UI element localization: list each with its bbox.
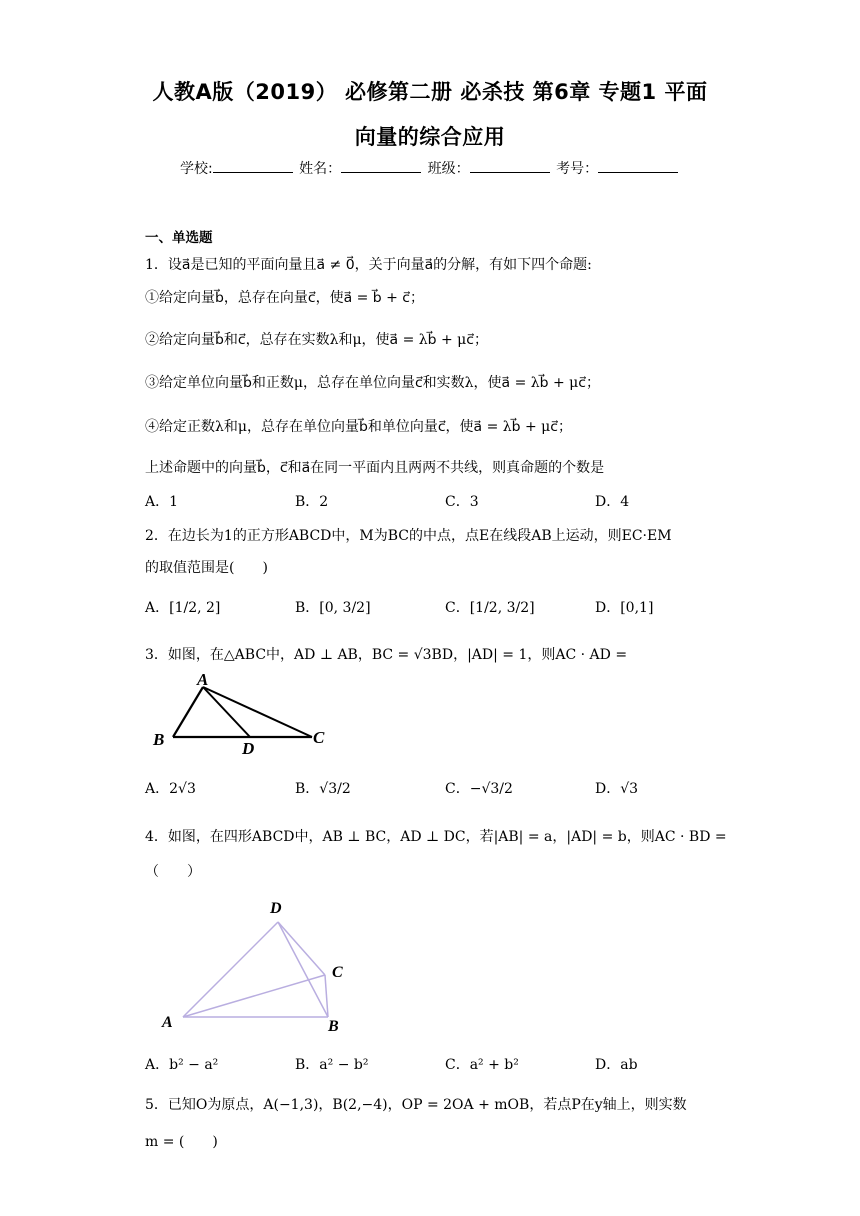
q1-option-d[interactable]: D．4 [595,494,630,510]
q1-proposition-1: ①给定向量b⃗，总存在向量c⃗，使a⃗ = b⃗ + c⃗； [145,290,425,306]
q3-stem: 3．如图，在△ABC中，AD ⊥ AB，BC = √3BD，|AD| = 1，则AC · AD = [145,647,628,663]
q1-option-b[interactable]: B．2 [295,494,329,510]
q4-stem: 4．如图，在四形ABCD中，AB ⊥ BC，AD ⊥ DC，若|AB| = a，|AD| = b，则AC · BD = [145,829,727,845]
q4-option-b[interactable]: B．a² − b² [295,1057,369,1073]
q4-quadrilateral-figure [150,895,360,1035]
q1-tail: 上述命题中的向量b⃗，c⃗和a⃗在同一平面内且两两不共线，则真命题的个数是 [145,460,605,476]
q4-stem-cont: （ ） [145,864,201,880]
exam-no-label: 考号： [556,161,599,177]
q3-label-d: D [242,739,255,754]
doc-title-line2: 向量的综合应用 [354,125,506,149]
section-heading: 一、单选题 [145,230,213,246]
q2-stem-cont: 的取值范围是( ) [145,560,268,576]
exam-no-blank[interactable] [598,160,678,173]
class-label: 班级： [427,161,470,177]
q5-stem-cont: m = ( ) [145,1134,218,1150]
q4-label-d: D [270,900,282,917]
q2-option-c[interactable]: C．[1/2, 3/2] [445,600,535,616]
q3-label-b: B [153,730,165,749]
q5-stem: 5．已知O为原点，A(−1,3)，B(2,−4)，OP = 2OA + mOB，若点P在y轴上，则实数 [145,1097,687,1113]
q4-option-d[interactable]: D．ab [595,1057,638,1073]
q2-stem: 2．在边长为1的正方形ABCD中，M为BC的中点，点E在线段AB上运动，则EC·EM [145,528,672,544]
name-blank[interactable] [341,160,421,173]
doc-title-line1: 人教A版（2019） 必修第二册 必杀技 第6章 专题1 平面 [152,80,708,104]
q3-triangle-figure [145,672,335,754]
q1-proposition-4: ④给定正数λ和μ，总存在单位向量b⃗和单位向量c⃗，使a⃗ = λb⃗ + μc⃗； [145,419,572,435]
student-info-row [180,158,680,178]
q3-option-b[interactable]: B．√3/2 [295,781,351,797]
school-blank[interactable] [213,160,293,173]
q3-option-a[interactable]: A．2√3 [145,781,196,797]
q3-label-c: C [313,728,325,747]
q2-option-d[interactable]: D．[0,1] [595,600,654,616]
class-blank[interactable] [470,160,550,173]
school-label: 学校: [180,161,213,177]
q1-option-c[interactable]: C．3 [445,494,479,510]
q1-stem: 1．设a⃗是已知的平面向量且a⃗ ≠ 0⃗，关于向量a⃗的分解，有如下四个命题: [145,257,592,273]
q4-label-a: A [162,1014,173,1031]
q4-option-a[interactable]: A．b² − a² [145,1057,219,1073]
q1-option-a[interactable]: A．1 [145,494,179,510]
q3-option-d[interactable]: D．√3 [595,781,639,797]
q4-label-c: C [332,964,343,981]
q4-option-c[interactable]: C．a² + b² [445,1057,519,1073]
q3-label-a: A [197,672,209,689]
q2-option-b[interactable]: B．[0, 3/2] [295,600,371,616]
q1-proposition-2: ②给定向量b⃗和c⃗，总存在实数λ和μ，使a⃗ = λb⃗ + μc⃗； [145,332,488,348]
q4-label-b: B [328,1018,339,1035]
q3-option-c[interactable]: C．−√3/2 [445,781,513,797]
q2-option-a[interactable]: A．[1/2, 2] [145,600,221,616]
name-label: 姓名： [299,161,342,177]
q1-proposition-3: ③给定单位向量b⃗和正数μ，总存在单位向量c⃗和实数λ，使a⃗ = λb⃗ + μc⃗； [145,375,600,391]
